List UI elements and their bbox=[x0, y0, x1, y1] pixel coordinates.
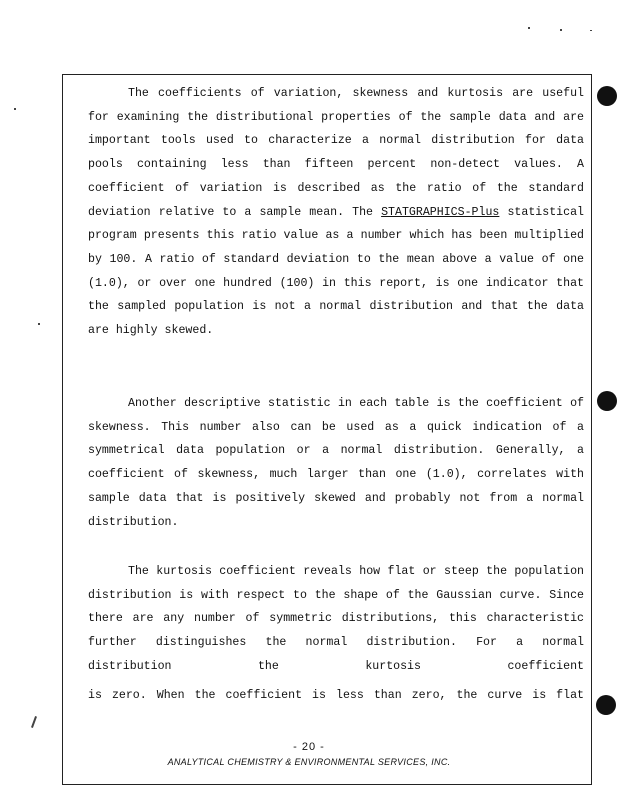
scan-speck bbox=[590, 30, 592, 31]
paragraph-kurtosis-last-line bbox=[88, 684, 584, 708]
paragraph-kurtosis-last-line-text: is zero. When the coefficient is less than zero, the curve is flat bbox=[88, 689, 584, 702]
scan-speck bbox=[560, 29, 562, 31]
scan-speck bbox=[38, 323, 40, 325]
scan-speck bbox=[31, 716, 37, 728]
program-name: STATGRAPHICS-Plus bbox=[381, 205, 500, 219]
paragraph-skewness-text: Another descriptive statistic in each table is the coefficient of skewness. This number also can be used as a quick indication of a symmetrical data population or a normal distribution. Generally, a coefficient of skewness, much larger than one (1.0), correlates with sample data that is positively skewed and probably not from a normal distribution. bbox=[88, 397, 584, 529]
punch-hole-top bbox=[597, 86, 617, 106]
page-number: - 20 - bbox=[293, 741, 325, 753]
paragraph-kurtosis bbox=[88, 560, 584, 679]
paragraph-coefficients-text-rest: statistical program presents this ratio value as a number which has been multiplied by 100. A ratio of standard deviation to the mean above a value of one (1.0), or over one hundred (100) in this report, is one indicator that the sampled population is not a normal distribution and that the data are highly skewed. bbox=[88, 205, 584, 338]
company-name: ANALYTICAL CHEMISTRY & ENVIRONMENTAL SERVICES, INC. bbox=[167, 757, 451, 767]
punch-hole-middle bbox=[597, 391, 617, 411]
paragraph-coefficients bbox=[88, 82, 584, 343]
scan-speck bbox=[14, 108, 16, 110]
punch-hole-bottom bbox=[596, 695, 616, 715]
scan-speck bbox=[528, 27, 530, 29]
paragraph-coefficients-text: The coefficients of variation, skewness and kurtosis are useful for examining the distributional properties of the sample data and are important tools used to characterize a normal distribution for data pools containing less than fifteen percent non-detect values. A coefficient of variation is described as the ratio of the standard deviation relative to a sample mean. The bbox=[88, 87, 584, 219]
paragraph-kurtosis-text: The kurtosis coefficient reveals how flat or steep the population distribution is with respect to the shape of the Gaussian curve. Since there are any number of symmetric distributions, this characteristic further distinguishes the normal distribution. For a normal distribution the kurtosis coefficient bbox=[88, 565, 584, 673]
paragraph-skewness bbox=[88, 392, 584, 534]
